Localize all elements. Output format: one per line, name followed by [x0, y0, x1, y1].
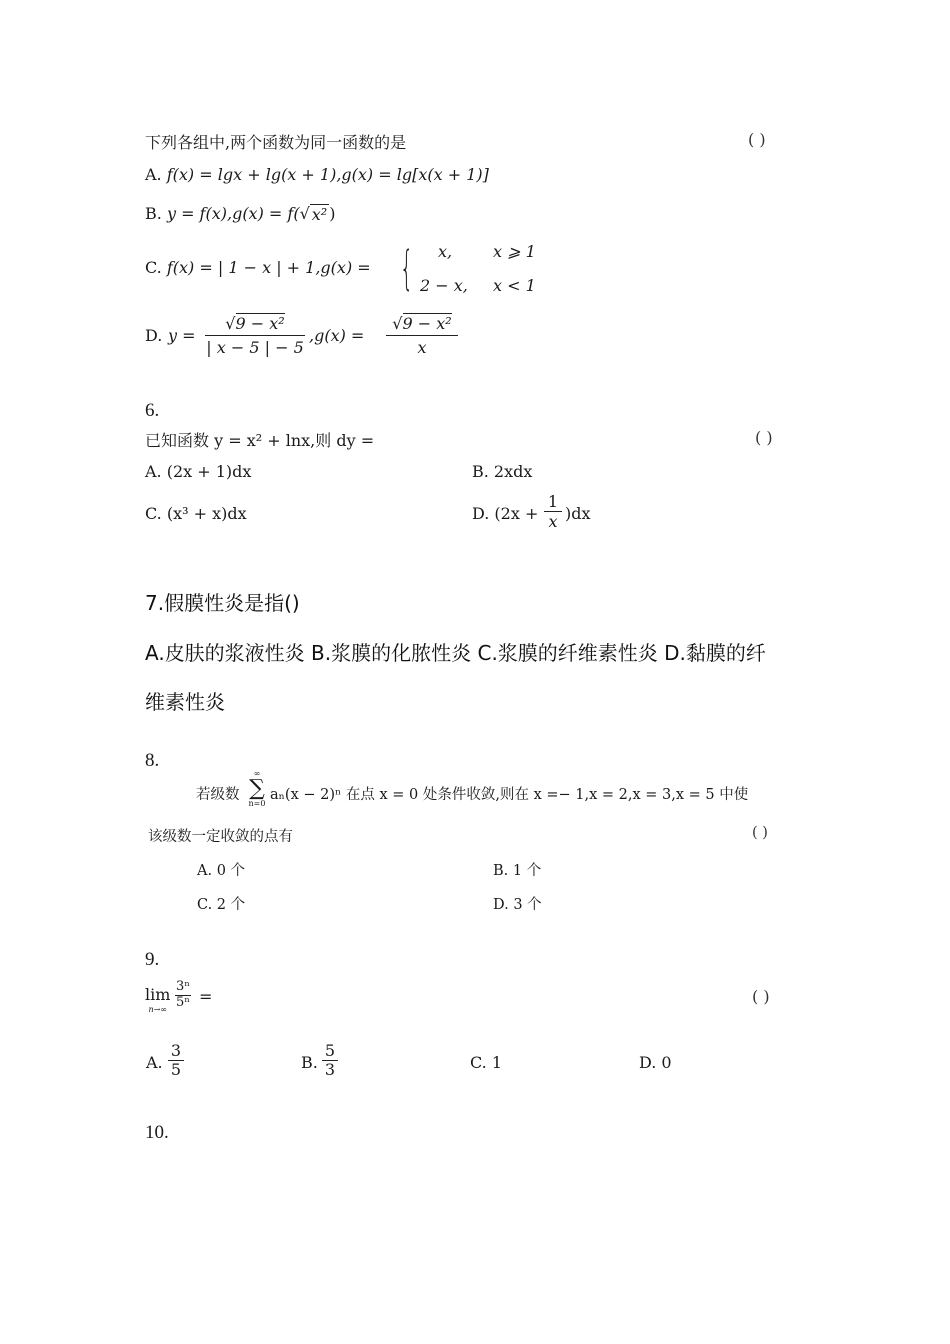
q9-number: 9. [145, 949, 160, 970]
q8-answer-paren: ( ) [752, 825, 768, 841]
q8-option-c: C. 2 个 [197, 897, 246, 913]
q5-case2-cond: x < 1 [493, 276, 536, 295]
q9-option-a-den: 5 [170, 1059, 182, 1079]
q5-option-c-text: f(x) = | 1 − x | + 1,g(x) = [166, 258, 371, 277]
q9-option-c: C. 1 [470, 1053, 503, 1072]
q5-option-a-label: A. [145, 165, 167, 184]
q8-option-a: A. 0 个 [197, 863, 246, 879]
q5-stem: 下列各组中,两个函数为同一函数的是 [145, 133, 407, 152]
q9-num: 3ⁿ [176, 979, 190, 994]
q9-equals: = [199, 987, 213, 1006]
q5-option-d-num1-wrap: √9 − x² [205, 314, 305, 336]
q9-option-a-frac [168, 1042, 184, 1078]
q9-lim-sub: n→∞ [148, 1005, 167, 1014]
q5-option-b-sqrt: √ x² [299, 204, 328, 224]
q5-option-d-num1: 9 − x² [235, 314, 285, 333]
q5-option-d-frac1 [205, 314, 305, 357]
q8-option-b: B. 1 个 [493, 863, 542, 879]
q7-stem: 7.假膜性炎是指() [145, 591, 300, 615]
q9-option-b-den: 3 [324, 1059, 336, 1079]
q5-option-c [145, 258, 371, 277]
q6-option-d-frac [544, 492, 562, 531]
q10-number: 10. [145, 1122, 169, 1143]
q6-option-a: A. (2x + 1)dx [145, 462, 252, 481]
q5-case1-expr: x, [438, 242, 453, 261]
q9-frac [175, 980, 191, 1011]
q5-case2-expr: 2 − x, [420, 276, 468, 295]
q8-sum-top: ∞ [253, 769, 261, 778]
q5-option-a [145, 165, 489, 184]
q5-option-d-num2: 9 − x² [402, 314, 452, 333]
q5-option-d-label: D. [145, 326, 163, 345]
q5-option-d-den2: x [417, 338, 427, 357]
q5-answer-paren: ( ) [748, 130, 766, 149]
q6-stem: 已知函数 y = x² + lnx,则 dy = [145, 431, 375, 450]
q6-option-d-num: 1 [544, 492, 562, 512]
q9-option-b-num: 5 [322, 1042, 338, 1061]
q6-option-d-den: x [548, 512, 558, 531]
q8-sum-bot: n=0 [248, 799, 266, 808]
q9-option-b-frac [322, 1042, 338, 1078]
q7-options-line2: 维素性炎 [145, 690, 225, 714]
q5-option-d-num2-wrap: √9 − x² [386, 314, 458, 336]
q8-option-d: D. 3 个 [493, 897, 542, 913]
q9-limit [145, 987, 170, 1014]
q9-option-b-label: B. [301, 1053, 318, 1072]
q8-stem-pre: 若级数 [196, 787, 240, 803]
q8-sum-symbol [247, 770, 267, 808]
q8-stem-line2: 该级数一定收敛的点有 [148, 829, 293, 845]
q6-number: 6. [145, 400, 160, 421]
q9-lim: lim [145, 985, 171, 1004]
q5-option-d-mid: ,g(x) = [309, 326, 365, 345]
q5-piecewise-brace: { [400, 241, 414, 295]
q6-answer-paren: ( ) [755, 428, 773, 447]
q9-den: 5ⁿ [176, 994, 190, 1010]
q5-option-a-text: f(x) = lgx + lg(x + 1),g(x) = lg[x(x + 1)] [166, 165, 489, 184]
q5-option-b-label: B. [145, 204, 167, 223]
q7-options-line1: A.皮肤的浆液性炎 B.浆膜的化脓性炎 C.浆膜的纤维素性炎 D.黏膜的纤 [145, 641, 766, 665]
q9-option-a-num: 3 [168, 1042, 184, 1061]
q6-option-d-end: )dx [565, 504, 591, 523]
q5-option-c-label: C. [145, 258, 167, 277]
q5-option-d-den1: | x − 5 | − 5 [206, 338, 304, 357]
q9-option-a-label: A. [146, 1053, 163, 1072]
q5-option-b-end: ) [329, 204, 336, 223]
q5-case1-cond: x ⩾ 1 [493, 242, 536, 261]
q9-option-d: D. 0 [639, 1053, 672, 1072]
q6-option-b: B. 2xdx [472, 462, 533, 481]
q5-option-d-frac2 [386, 314, 458, 357]
q5-option-d-lhs: y = [168, 326, 196, 345]
q6-option-d-prefix: D. (2x + [472, 504, 539, 523]
q8-sigma: ∑ [249, 776, 265, 801]
q8-number: 8. [145, 750, 160, 771]
q5-option-b-text: y = f(x),g(x) = f( [166, 204, 300, 223]
q8-stem-post: aₙ(x − 2)ⁿ 在点 x = 0 处条件收敛,则在 x =− 1,x = 2,x = 3,x = 5 中使 [270, 787, 749, 803]
q5-option-b [145, 204, 335, 224]
q6-option-c: C. (x³ + x)dx [145, 504, 247, 523]
q5-option-b-radicand: x² [311, 205, 328, 224]
q9-answer-paren: ( ) [752, 987, 770, 1006]
